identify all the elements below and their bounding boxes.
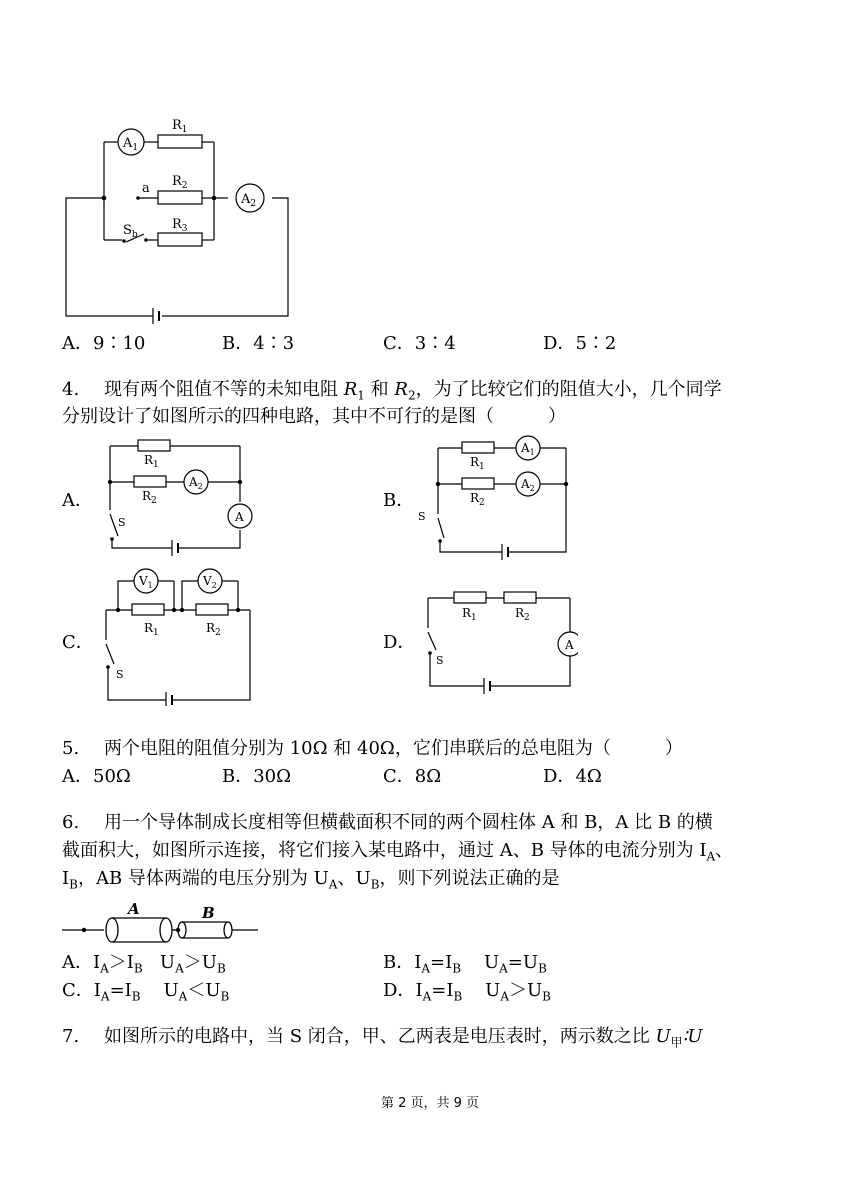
q5-option-d[interactable]: D．4Ω — [543, 766, 602, 787]
svg-text:S: S — [418, 510, 426, 523]
svg-text:R2: $R_2$ — [515, 606, 530, 623]
q4-option-a-label[interactable]: A． — [62, 490, 93, 511]
q4-option-b-label[interactable]: B． — [383, 490, 415, 511]
svg-text:R1: $R_1$ — [470, 455, 485, 472]
svg-text:A2: $A_2$ — [521, 477, 535, 493]
svg-text:A: A — [235, 510, 244, 524]
svg-text:A: A — [128, 900, 140, 918]
svg-text:R3: $R_3$ — [172, 217, 188, 234]
q4-question-line1: 4. 现有两个阻值不等的未知电阻 $R_1$ 和 $R_2$，为了比较它们的阻值大小，几个同学 — [62, 379, 722, 403]
svg-text:R1: $R_1$ — [144, 621, 159, 638]
svg-text:A2: $A_2$ — [241, 192, 257, 209]
svg-text:S: S — [436, 654, 444, 667]
svg-text:R1: $R_1$ — [144, 453, 159, 470]
q6-option-d[interactable]: D．$I_A=I_B$ $U_A>U_B$ — [383, 980, 551, 1004]
q6-option-c[interactable]: C．$I_A=I_B$ $U_A<U_B$ — [62, 980, 230, 1004]
svg-text:V2: $V_2$ — [203, 574, 217, 590]
q4-circuit-b — [416, 434, 576, 560]
svg-text:S: S — [118, 516, 126, 529]
svg-text:S: S — [116, 668, 124, 681]
svg-text:B: B — [202, 904, 215, 922]
q5-option-b[interactable]: B．30Ω — [222, 766, 292, 787]
q4-option-d-label[interactable]: D． — [383, 632, 416, 653]
q4-circuit-d — [418, 588, 578, 698]
q3-option-c[interactable]: C．3∶4 — [383, 333, 456, 354]
page-footer: 第 2 页，共 9 页 — [380, 1096, 480, 1111]
svg-text:R2: $R_2$ — [206, 621, 221, 638]
svg-text:A1: $A_1$ — [521, 441, 535, 457]
q4-question-line2: 分别设计了如图所示的四种电路，其中不可行的是图（ ） — [62, 406, 566, 427]
q6-question-line2: 截面积大，如图所示连接，将它们接入某电路中，通过 A、B 导体的电流分别为 $I_A$、 — [62, 840, 734, 864]
svg-text:R1: $R_1$ — [172, 118, 188, 135]
svg-text:A2: $A_2$ — [189, 475, 203, 491]
svg-text:a: a — [142, 181, 150, 196]
q5-option-c[interactable]: C．8Ω — [383, 766, 442, 787]
q4-circuit-a — [100, 436, 260, 556]
svg-text:V1: $V_1$ — [139, 574, 153, 590]
q6-option-b[interactable]: B．$I_A=I_B$ $U_A=U_B$ — [383, 952, 547, 976]
q4-circuit-c — [98, 566, 258, 706]
q3-option-a[interactable]: A．9∶10 — [62, 333, 146, 354]
q3-option-d[interactable]: D．5∶2 — [543, 333, 617, 354]
svg-text:R2: $R_2$ — [172, 174, 188, 191]
svg-text:R1: $R_1$ — [462, 606, 477, 623]
q5-option-a[interactable]: A．50Ω — [62, 766, 131, 787]
q6-conductor-figure — [62, 898, 262, 948]
q6-question-line3: $I_B$，AB 导体两端的电压分别为 $U_A$、$U_B$，则下列说法正确的是 — [62, 868, 560, 892]
q3-option-b[interactable]: B．4∶3 — [222, 333, 295, 354]
svg-text:A: A — [565, 638, 574, 652]
q6-question-line1: 6. 用一个导体制成长度相等但横截面积不同的两个圆柱体 A 和 B，A 比 B 的横 — [62, 812, 713, 833]
svg-text:R2: $R_2$ — [142, 489, 157, 506]
svg-text:R2: $R_2$ — [470, 491, 485, 508]
q5-question: 5. 两个电阻的阻值分别为 10Ω 和 40Ω，它们串联后的总电阻为（ ） — [62, 738, 683, 759]
q3-circuit-diagram — [60, 112, 300, 328]
q4-option-c-label[interactable]: C． — [62, 632, 94, 653]
q6-option-a[interactable]: A．$I_A>I_B$ $U_A>U_B$ — [62, 952, 226, 976]
svg-text:Sb: $S_b$ — [123, 223, 138, 240]
svg-text:A1: $A_1$ — [123, 136, 139, 153]
q7-question: 7. 如图所示的电路中，当 S 闭合，甲、乙两表是电压表时，两示数之比 $U_甲∶U$ — [62, 1026, 703, 1050]
